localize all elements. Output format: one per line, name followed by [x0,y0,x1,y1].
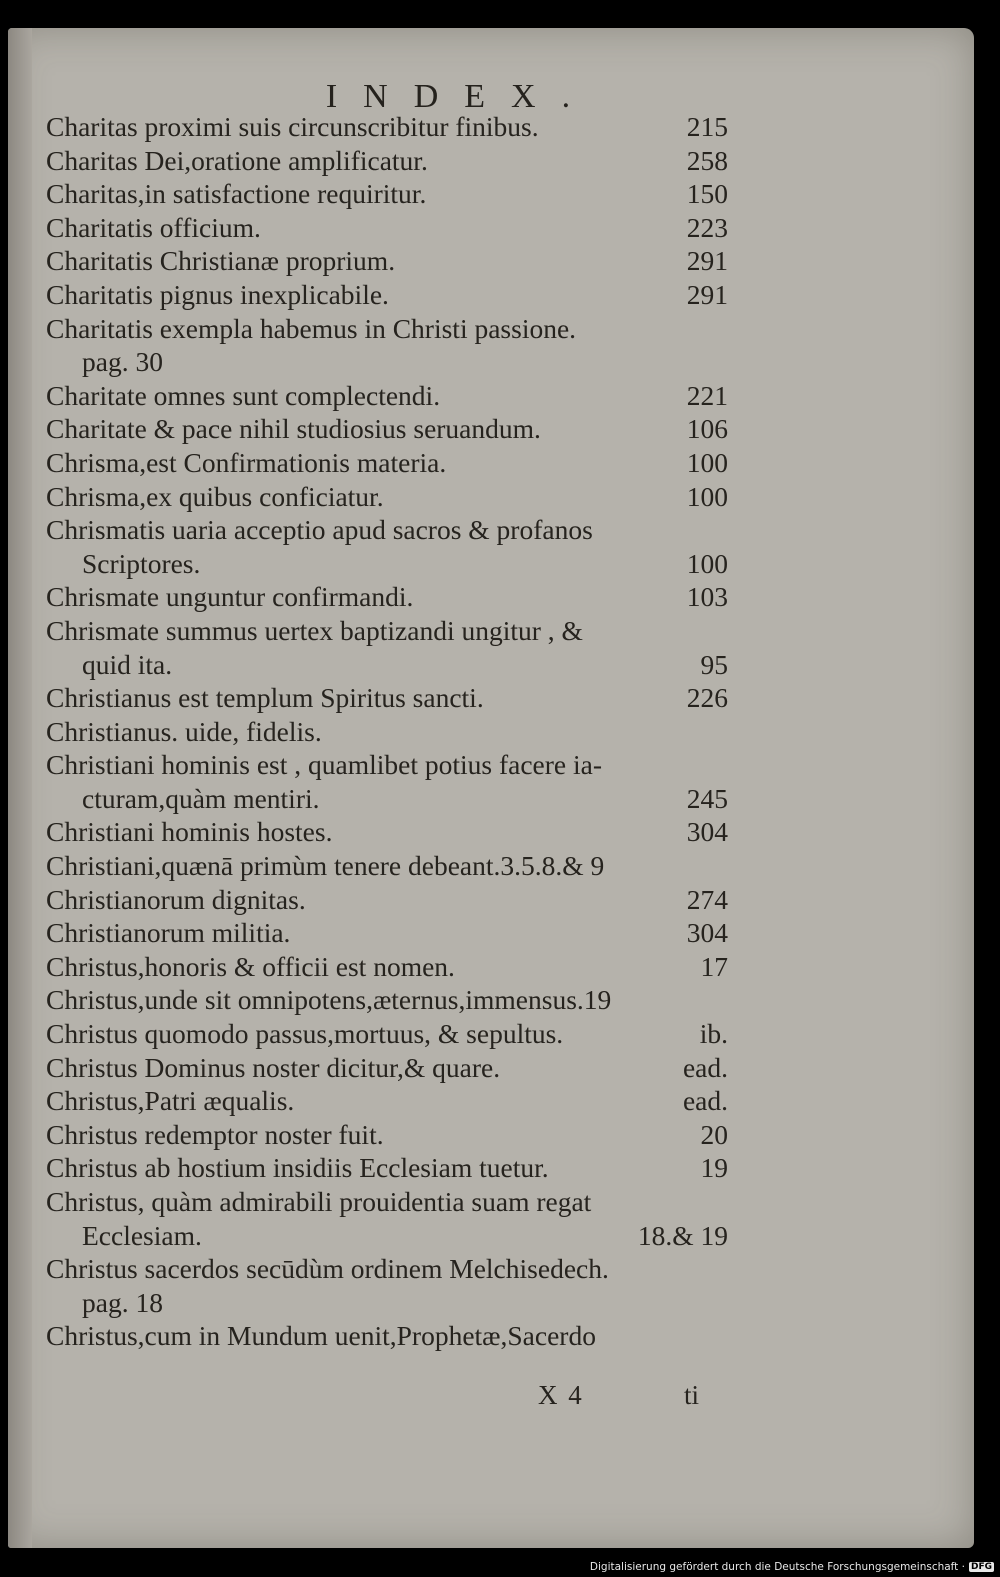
entry-text: Chrismate summus uertex baptizandi ungitur , & [46,614,583,646]
entry-page-number: 274 [686,883,728,915]
index-entry [46,480,728,514]
index-entry [46,244,728,278]
entry-text: Christianorum dignitas. [46,883,306,915]
index-entry [46,950,728,984]
entry-text: Charitatis pignus inexplicabile. [46,278,389,310]
entry-text: Christus, quàm admirabili prouidentia suam regat [46,1186,592,1217]
entry-page-number: 226 [686,682,728,714]
index-entry [46,379,728,413]
page-edge [8,28,32,1548]
index-entry [46,1252,728,1286]
entry-text: Christiani,quænā primùm tenere debeant.3.5.8.& 9 [46,850,605,882]
index-entry [46,1185,728,1219]
index-entry [46,144,728,178]
book-page [8,28,974,1548]
entry-text: Chrisma,ex quibus conficiatur. [46,480,384,512]
entry-page-number: ead. [682,1051,728,1083]
index-entry [46,815,728,849]
entry-text: Chrismate unguntur confirmandi. [46,581,414,613]
index-entry [46,446,728,480]
entry-text: Christus redemptor noster fuit. [46,1118,384,1150]
funding-footer [590,1561,994,1573]
entry-text: Christus,unde sit omnipotens,æternus,immensus.19 [46,984,612,1016]
entry-page-number: 291 [686,245,728,277]
index-entry [46,1084,728,1118]
index-entry-continuation [46,345,728,379]
entry-page-number: 100 [686,480,728,512]
entry-text: Charitate & pace nihil studiosius seruandum. [46,413,541,445]
index-entry [46,1017,728,1051]
entry-text: Christus Dominus noster dicitur,& quare. [46,1051,501,1083]
footer-text: Digitalisierung gefördert durch die Deutsche Forschungsgemeinschaft · [589,1561,965,1573]
entry-text: Christus,cum in Mundum uenit,Prophetæ,Sacerdo [46,1320,596,1352]
entry-text: Charitatis Christianæ proprium. [46,245,396,277]
entry-text: Ecclesiam. [82,1219,202,1251]
catchword: ti [684,1380,700,1410]
entry-page-number: 17 [700,950,728,982]
entry-text: pag. 18 [82,1286,163,1318]
index-entries [46,110,728,1353]
index-entry-continuation [46,1219,728,1253]
index-entry [46,1051,728,1085]
entry-text: Christiani hominis est , quamlibet potius facere ia- [46,749,602,781]
entry-text: quid ita. [82,648,173,680]
entry-text: Chrismatis uaria acceptio apud sacros & profanos [46,514,593,546]
entry-page-number: ib. [699,1018,728,1050]
entry-page-number: 223 [686,211,728,243]
index-entry [46,883,728,917]
index-entry [46,110,728,144]
entry-page-number: 304 [686,917,728,949]
entry-text: Christus,Patri æqualis. [46,1085,295,1117]
index-entry [46,278,728,312]
dfg-logo: DFG [970,1562,992,1572]
entry-text: Christianus est templum Spiritus sancti. [46,682,484,714]
entry-page-number: 19 [700,1152,728,1184]
entry-text: Scriptores. [82,547,201,579]
index-entry [46,1319,728,1353]
entry-page-number: 103 [686,581,728,613]
entry-text: Charitas,in satisfactione requiritur. [46,178,427,210]
index-entry [46,211,728,245]
entry-text: Christiani hominis hostes. [46,816,333,848]
entry-page-number: 150 [686,178,728,210]
entry-page-number: ead. [682,1085,728,1117]
entry-text: Christianus. uide, fidelis. [46,715,322,747]
entry-page-number: 304 [686,816,728,848]
entry-text: Christus,honoris & officii est nomen. [46,950,455,982]
entry-text: Christus ab hostium insidiis Ecclesiam tuetur. [46,1152,549,1184]
entry-page-number: 245 [686,782,728,814]
index-entry [46,715,728,749]
index-entry [46,177,728,211]
index-entry-continuation [46,547,728,581]
index-entry [46,513,728,547]
index-entry [46,983,728,1017]
index-entry [46,1151,728,1185]
entry-text: Charitatis exempla habemus in Christi passione. [46,312,577,344]
entry-text: cturam,quàm mentiri. [82,782,320,814]
index-entry [46,614,728,648]
entry-page-number: 215 [686,111,728,142]
entry-text: Christus sacerdos secūdùm ordinem Melchisedech. [46,1253,609,1285]
entry-text: Christus quomodo passus,mortuus, & sepultus. [46,1018,564,1050]
index-entry-continuation [46,782,728,816]
entry-page-number: 106 [686,413,728,445]
entry-page-number: 100 [686,547,728,579]
signature-mark: X 4 [538,1380,584,1410]
entry-text: Charitatis officium. [46,211,261,243]
entry-text: pag. 30 [82,346,163,378]
entry-page-number: 95 [700,648,728,680]
entry-text: Christianorum militia. [46,917,291,949]
entry-page-number: 100 [686,446,728,478]
index-entry [46,580,728,614]
index-entry [46,849,728,883]
index-entry [46,681,728,715]
entry-page-number: 18.& 19 [637,1219,728,1251]
entry-page-number: 258 [686,144,728,176]
index-entry [46,748,728,782]
entry-page-number: 20 [700,1118,728,1150]
index-entry [46,312,728,346]
index-entry-continuation [46,648,728,682]
running-head: INDEX. [325,78,597,115]
entry-text: Charitas proximi suis circunscribitur finibus. [46,111,539,142]
index-entry [46,916,728,950]
index-entry [46,1118,728,1152]
index-entry [46,412,728,446]
entry-text: Charitate omnes sunt complectendi. [46,379,441,411]
entry-text: Chrisma,est Confirmationis materia. [46,446,447,478]
entry-text: Charitas Dei,oratione amplificatur. [46,144,428,176]
entry-page-number: 221 [686,379,728,411]
index-entry-continuation [46,1286,728,1320]
entry-page-number: 291 [686,278,728,310]
